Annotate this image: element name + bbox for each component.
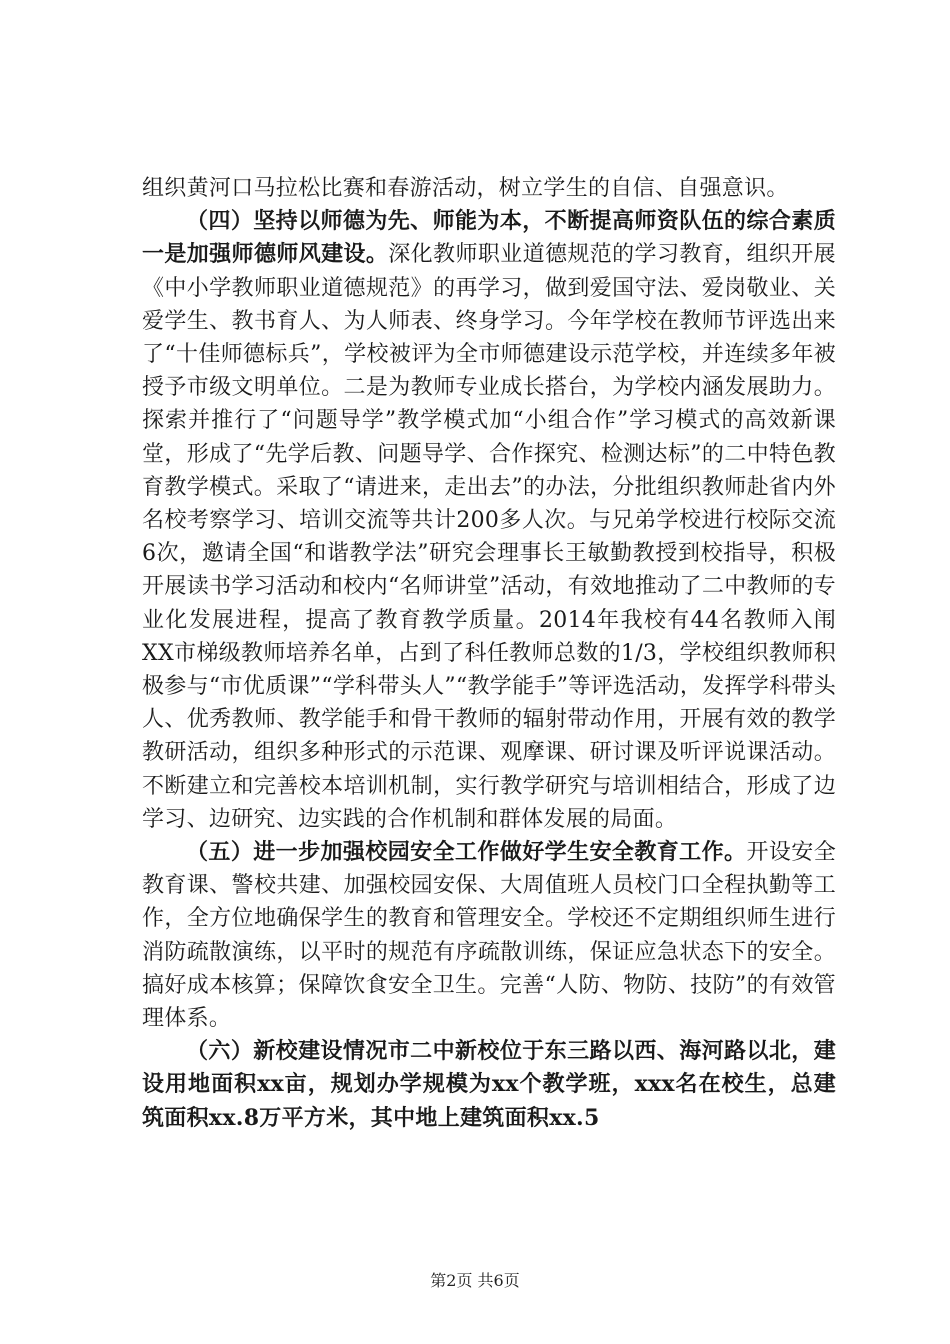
section-heading: （五）进一步加强校园安全工作做好学生安全教育工作。	[186, 839, 747, 866]
paragraph-text: 开设安全教育课、警校共建、加强校园安保、大周值班人员校门口全程执勤等工作，全方位地确保学生的教育和管理安全。学校还不定期组织师生进行消防疏散演练，以平时的规范有序疏散训练，保证应急状态下的安全。搞好成本核算；保障饮食安全卫生。完善“人防、物防、技防”的有效管理体系。	[142, 840, 836, 1032]
paragraph-section-four	[142, 205, 836, 836]
document-body	[142, 172, 836, 1135]
section-heading: （四）坚持以师德为先、师能为本，不断提高师资队伍的综合素质一是加强师德师风建设。	[142, 208, 836, 268]
page-number-footer: 第2页 共6页	[430, 1271, 520, 1290]
paragraph-section-five	[142, 836, 836, 1035]
paragraph-text: 深化教师职业道德规范的学习教育，组织开展《中小学教师职业道德规范》的再学习，做到爱国守法、爱岗敬业、关爱学生、教书育人、为人师表、终身学习。今年学校在教师节评选出来了“十佳师德标兵”，学校被评为全市师德建设示范学校，并连续多年被授予市级文明单位。二是为教师专业成长搭台，为学校内涵发展助力。探索并推行了“问题导学”教学模式加“小组合作”学习模式的高效新课堂，形成了“先学后教、问题导学、合作探究、检测达标”的二中特色教育教学模式。采取了“请进来，走出去”的办法，分批组织教师赴省内外名校考察学习、培训交流等共计200多人次。与兄弟学校进行校际交流6次，邀请全国“和谐教学法”研究会理事长王敏勤教授到校指导，积极开展读书学习活动和校内“名师讲堂”活动，有效地推动了二中教师的专业化发展进程，提高了教育教学质量。2014年我校有44名教师入闱XX市梯级教师培养名单，占到了科任教师总数的1/3，学校组织教师积极参与“市优质课”“学科带头人”“教学能手”等评选活动，发挥学科带头人、优秀教师、教学能手和骨干教师的辐射带动作用，开展有效的教学教研活动，组织多种形式的示范课、观摩课、研讨课及听评说课活动。不断建立和完善校本培训机制，实行教学研究与培训相结合，形成了边学习、边研究、边实践的合作机制和群体发展的局面。	[142, 242, 836, 832]
section-heading: （六）新校建设情况市二中新校位于东三路以西、海河路以北，建设用地面积xx亩，规划办学规模为xx个教学班，xxx名在校生，总建筑面积xx.8万平方米，其中地上建筑面积xx.5	[142, 1038, 836, 1131]
paragraph-section-six	[142, 1035, 836, 1135]
paragraph-text: 组织黄河口马拉松比赛和春游活动，树立学生的自信、自强意识。	[142, 176, 789, 201]
paragraph-continuation	[142, 172, 836, 205]
